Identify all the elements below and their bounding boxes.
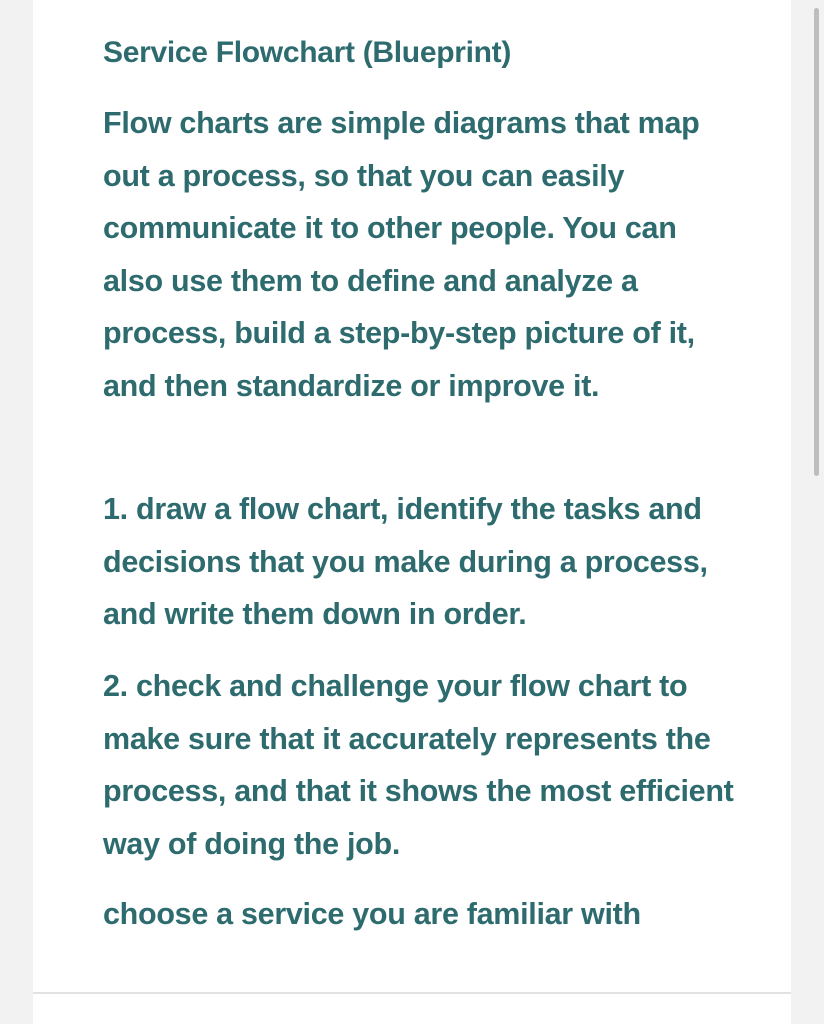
step-2-paragraph: 2. check and challenge your flow chart to make sure that it accurately represents the process, and that it shows the most efficient way of doing the job. <box>103 669 734 861</box>
step-1-paragraph: 1. draw a flow chart, identify the tasks and decisions that you make during a process, and write them down in order. <box>103 492 708 631</box>
scrollbar[interactable] <box>810 0 824 1024</box>
instruction-paragraph: choose a service you are familiar with <box>103 897 641 931</box>
intro-paragraph: Flow charts are simple diagrams that map out a process, so that you can easily communicate it to other people. You can also use them to define and analyze a process, build a step-by-step picture of it, and then standardize or improve it. <box>103 106 700 403</box>
page-title: Service Flowchart (Blueprint) <box>103 36 512 69</box>
scrollbar-thumb[interactable] <box>814 8 819 476</box>
next-card <box>33 994 791 1024</box>
